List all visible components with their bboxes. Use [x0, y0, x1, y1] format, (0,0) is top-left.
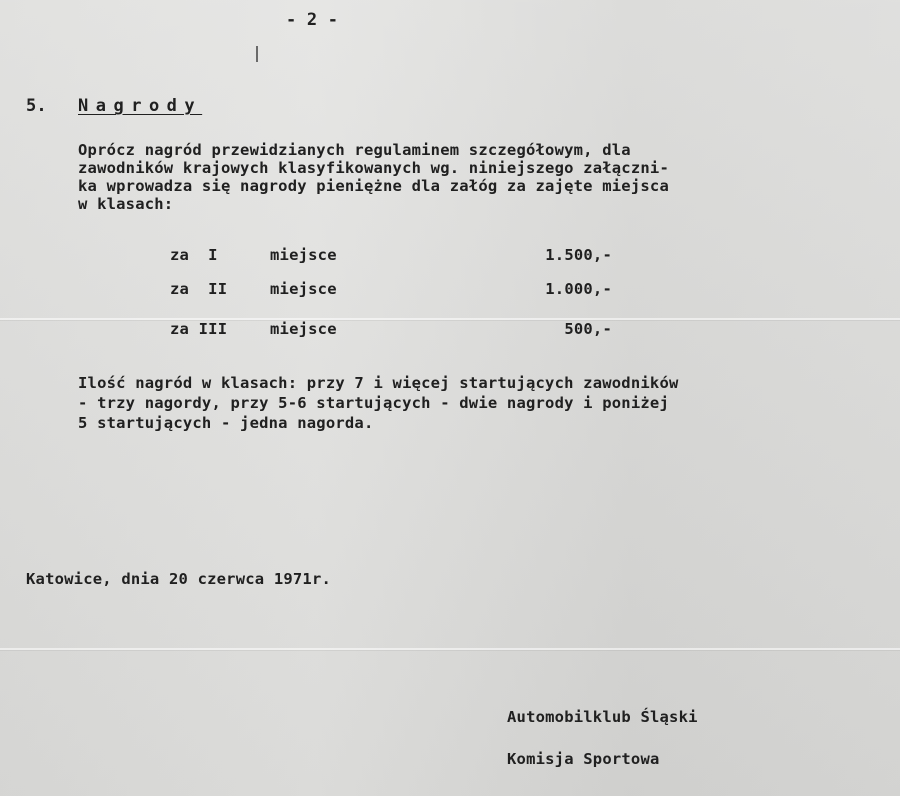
- prize-amount: 500,-: [564, 320, 612, 338]
- signature-organization: Automobilklub Śląski: [507, 708, 698, 726]
- prize-word: miejsce: [270, 320, 337, 338]
- paper-fold: [0, 648, 900, 650]
- page-number: - 2 -: [286, 10, 339, 30]
- place-and-date: Katowice, dnia 20 czerwca 1971r.: [26, 570, 332, 588]
- prize-amount: 1.500,-: [545, 246, 612, 264]
- count-line: 5 startujących - jedna nagorda.: [78, 414, 374, 432]
- pen-mark: [256, 46, 258, 62]
- intro-line: ka wprowadza się nagrody pieniężne dla załóg za zajęte miejsca: [78, 177, 669, 195]
- section-title: Nagrody: [78, 96, 203, 116]
- prize-place: za II: [170, 280, 228, 298]
- section-number: 5.: [26, 96, 47, 116]
- prize-amount: 1.000,-: [545, 280, 612, 298]
- paper-fold: [0, 318, 900, 320]
- intro-line: w klasach:: [78, 195, 174, 213]
- prize-word: miejsce: [270, 280, 337, 298]
- count-line: Ilość nagród w klasach: przy 7 i więcej startujących zawodników: [78, 374, 679, 392]
- prize-word: miejsce: [270, 246, 337, 264]
- prize-place: za I: [170, 246, 218, 264]
- intro-line: Oprócz nagród przewidzianych regulaminem szczegółowym, dla: [78, 141, 631, 159]
- intro-line: zawodników krajowych klasyfikowanych wg. niniejszego załączni-: [78, 159, 669, 177]
- prize-place: za III: [170, 320, 228, 338]
- signature-committee: Komisja Sportowa: [507, 750, 660, 768]
- count-line: - trzy nagordy, przy 5-6 startujących - dwie nagrody i poniżej: [78, 394, 669, 412]
